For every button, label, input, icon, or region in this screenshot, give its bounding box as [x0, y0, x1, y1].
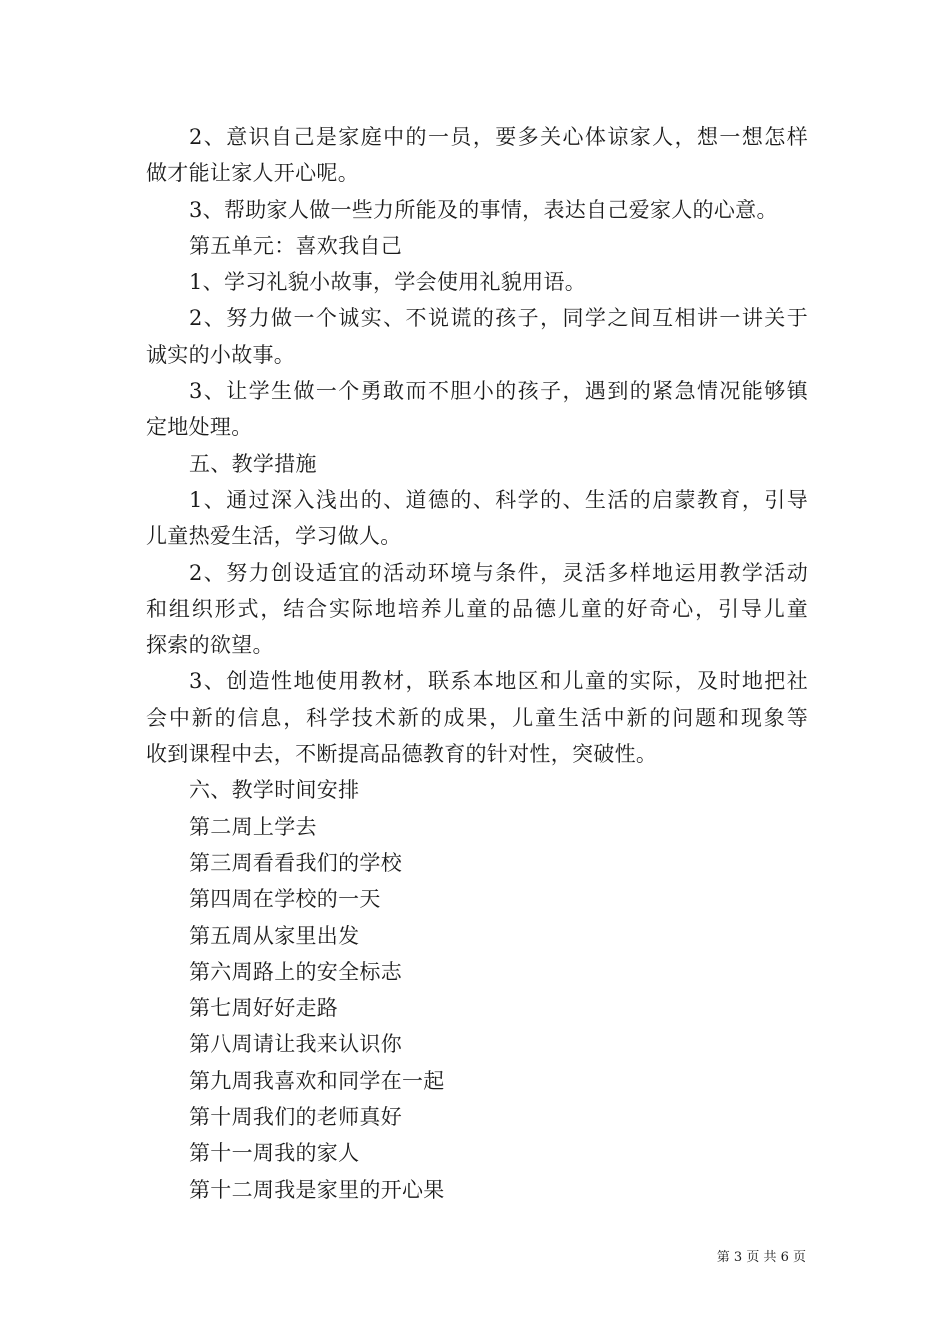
paragraph-line: 2、意识自己是家庭中的一员，要多关心体谅家人，想一想怎样	[189, 125, 808, 149]
schedule-item: 第八周请让我来认识你	[189, 1032, 402, 1057]
paragraph-line: 1、通过深入浅出的、道德的、科学的、生活的启蒙教育，引导	[189, 487, 808, 512]
schedule-item: 第六周路上的安全标志	[189, 959, 402, 984]
paragraph-line: 收到课程中去，不断提高品德教育的针对性，突破性。	[146, 742, 658, 767]
schedule-item: 第七周好好走路	[189, 996, 339, 1021]
schedule-item: 第十二周我是家里的开心果	[189, 1177, 445, 1202]
paragraph-line: 1、学习礼貌小故事，学会使用礼貌用语。	[189, 270, 587, 295]
schedule-item: 第十周我们的老师真好	[189, 1105, 402, 1130]
paragraph-line: 3、创造性地使用教材，联系本地区和儿童的实际，及时地把社	[189, 669, 808, 694]
schedule-item: 第十一周我的家人	[189, 1141, 360, 1166]
section-heading: 五、教学措施	[189, 451, 317, 476]
schedule-item: 第三周看看我们的学校	[189, 850, 402, 875]
schedule-item: 第二周上学去	[189, 814, 317, 839]
paragraph-line: 儿童热爱生活，学习做人。	[146, 524, 402, 549]
section-heading: 第五单元：喜欢我自己	[189, 233, 402, 258]
paragraph-line: 2、努力创设适宜的活动环境与条件，灵活多样地运用教学活动	[189, 560, 808, 585]
paragraph-line: 会中新的信息，科学技术新的成果，儿童生活中新的问题和现象等	[146, 705, 808, 730]
schedule-item: 第九周我喜欢和同学在一起	[189, 1068, 445, 1093]
paragraph-line: 和组织形式，结合实际地培养儿童的品德儿童的好奇心，引导儿童	[146, 596, 808, 621]
paragraph-line: 2、努力做一个诚实、不说谎的孩子，同学之间互相讲一讲关于	[189, 306, 808, 331]
paragraph-line: 诚实的小故事。	[146, 342, 296, 367]
paragraph-line: 定地处理。	[146, 415, 253, 440]
page-number-footer: 第 3 页 共 6 页	[716, 1250, 806, 1265]
schedule-item: 第四周在学校的一天	[189, 887, 381, 912]
paragraph-line: 做才能让家人开心呢。	[146, 161, 359, 186]
section-heading: 六、教学时间安排	[189, 778, 360, 803]
paragraph-line: 探索的欲望。	[146, 633, 274, 658]
document-body	[146, 119, 808, 1208]
paragraph-line: 3、让学生做一个勇敢而不胆小的孩子，遇到的紧急情况能够镇	[189, 379, 808, 404]
paragraph-line: 3、帮助家人做一些力所能及的事情，表达自己爱家人的心意。	[189, 197, 778, 222]
schedule-item: 第五周从家里出发	[189, 923, 360, 948]
